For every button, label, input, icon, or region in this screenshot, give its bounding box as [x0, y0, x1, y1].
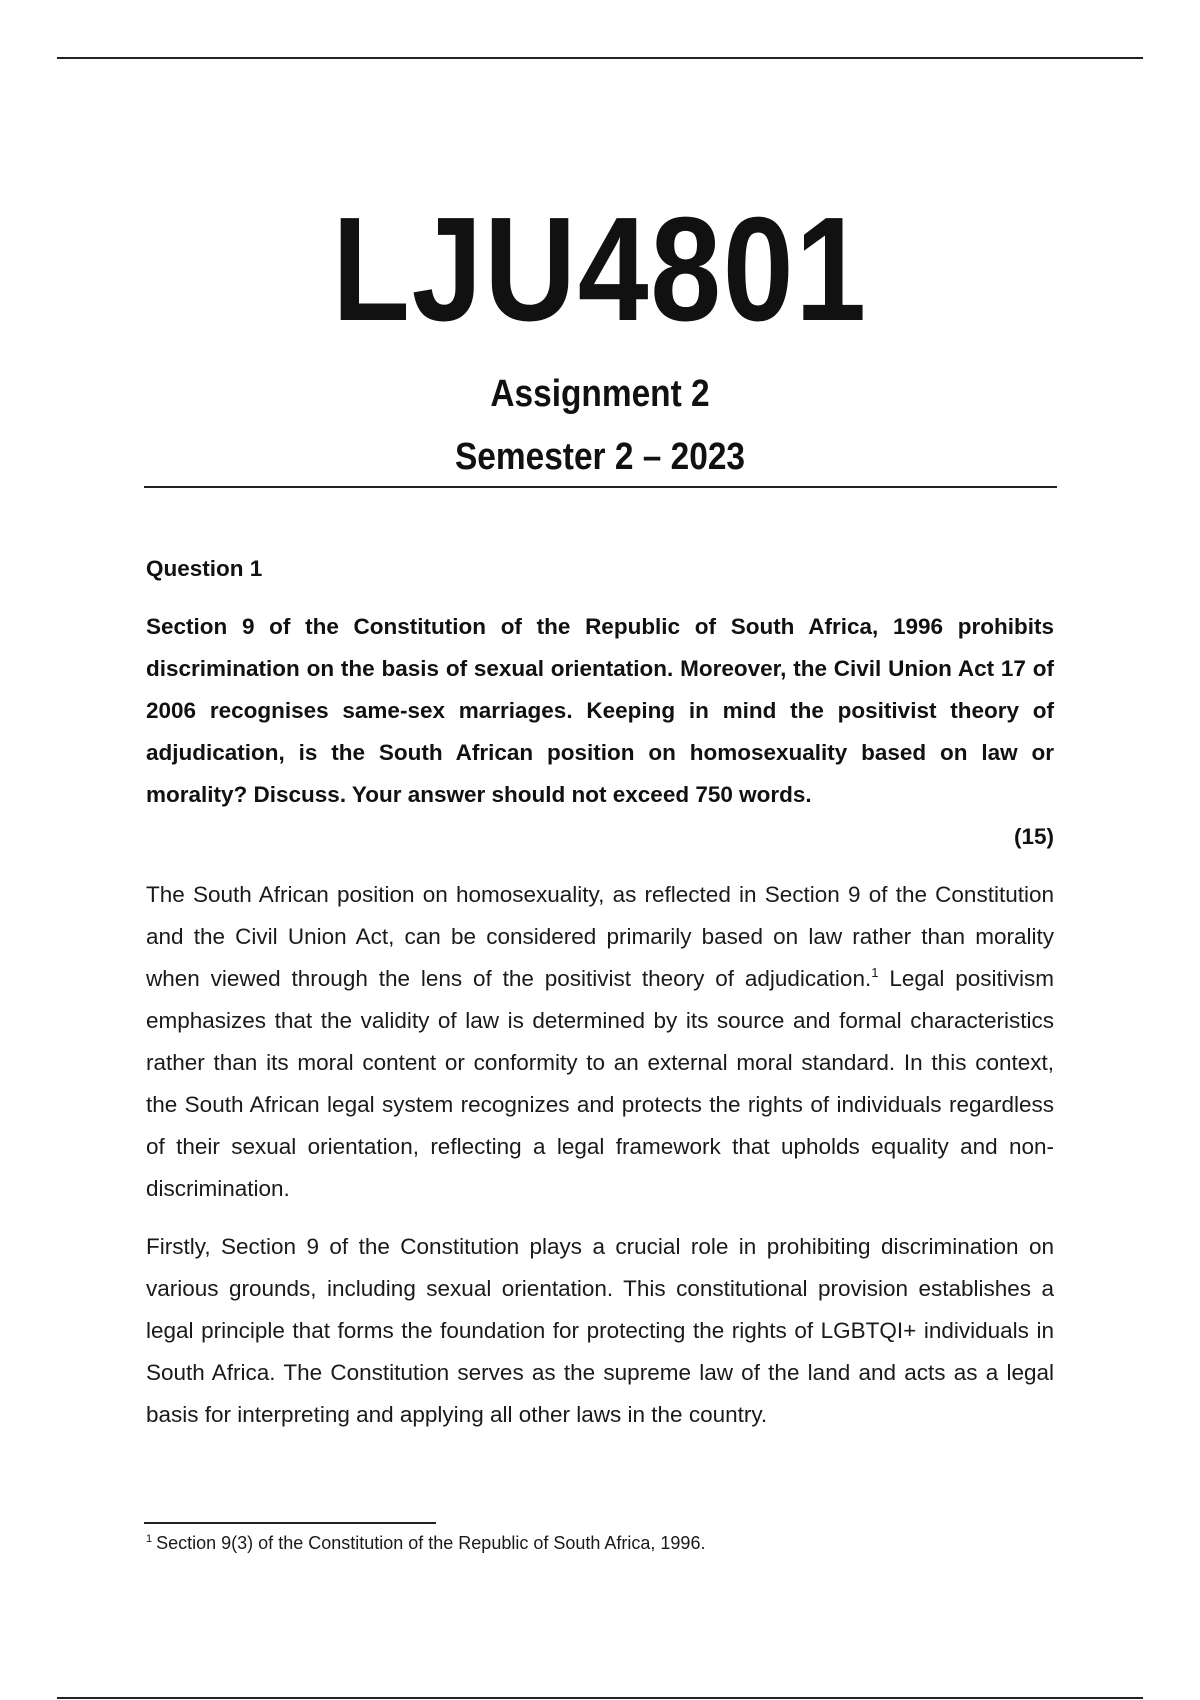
answer-paragraph-1-part-1: The South African position on homosexuality, as reflected in Section 9 of the Constitution and the Civil Union Act, can be considered primarily based on law rather than morality when viewed through the lens of the positivist theory of adjudication.	[146, 882, 1054, 991]
question-text: Section 9 of the Constitution of the Republic of South Africa, 1996 prohibits discrimination on the basis of sexual orientation. Moreover, the Civil Union Act 17 of 2006 recognises same-sex marriages. Keeping in mind the positivist theory of adjudication, is the South African position on homosexuality based on law or morality? Discuss. Your answer should not exceed 750 words.	[146, 614, 1054, 807]
question-marks: (15)	[1013, 824, 1054, 849]
footnote	[146, 1530, 1054, 1556]
footnote-number: 1	[146, 1533, 153, 1545]
document-body	[146, 548, 1054, 1452]
title-divider	[144, 486, 1057, 488]
semester-title: Semester 2 – 2023	[454, 436, 746, 478]
top-rule	[57, 57, 1143, 59]
footnote-text: Section 9(3) of the Constitution of the Republic of South Africa, 1996.	[156, 1533, 706, 1553]
footnote-reference: 1	[871, 965, 879, 980]
question-heading: Question 1	[146, 556, 263, 581]
bottom-rule	[57, 1697, 1143, 1699]
footnote-divider	[144, 1522, 436, 1524]
assignment-title: Assignment 2	[490, 373, 710, 415]
answer-paragraph-2: Firstly, Section 9 of the Constitution plays a crucial role in prohibiting discrimination on various grounds, including sexual orientation. This constitutional provision establishes a legal principle that forms the foundation for protecting the rights of LGBTQI+ individuals in South Africa. The Constitution serves as the supreme law of the land and acts as a legal basis for interpreting and applying all other laws in the country.	[146, 1234, 1054, 1427]
answer-paragraph-1-part-2: Legal positivism emphasizes that the validity of law is determined by its source and formal characteristics rather than its moral content or conformity to an external moral standard. In this context, the South African legal system recognizes and protects the rights of individuals regardless of their sexual orientation, reflecting a legal framework that upholds equality and non-discrimination.	[146, 966, 1054, 1201]
course-code-title: LJU4801	[332, 187, 868, 352]
answer-paragraph-1	[146, 874, 1054, 1210]
